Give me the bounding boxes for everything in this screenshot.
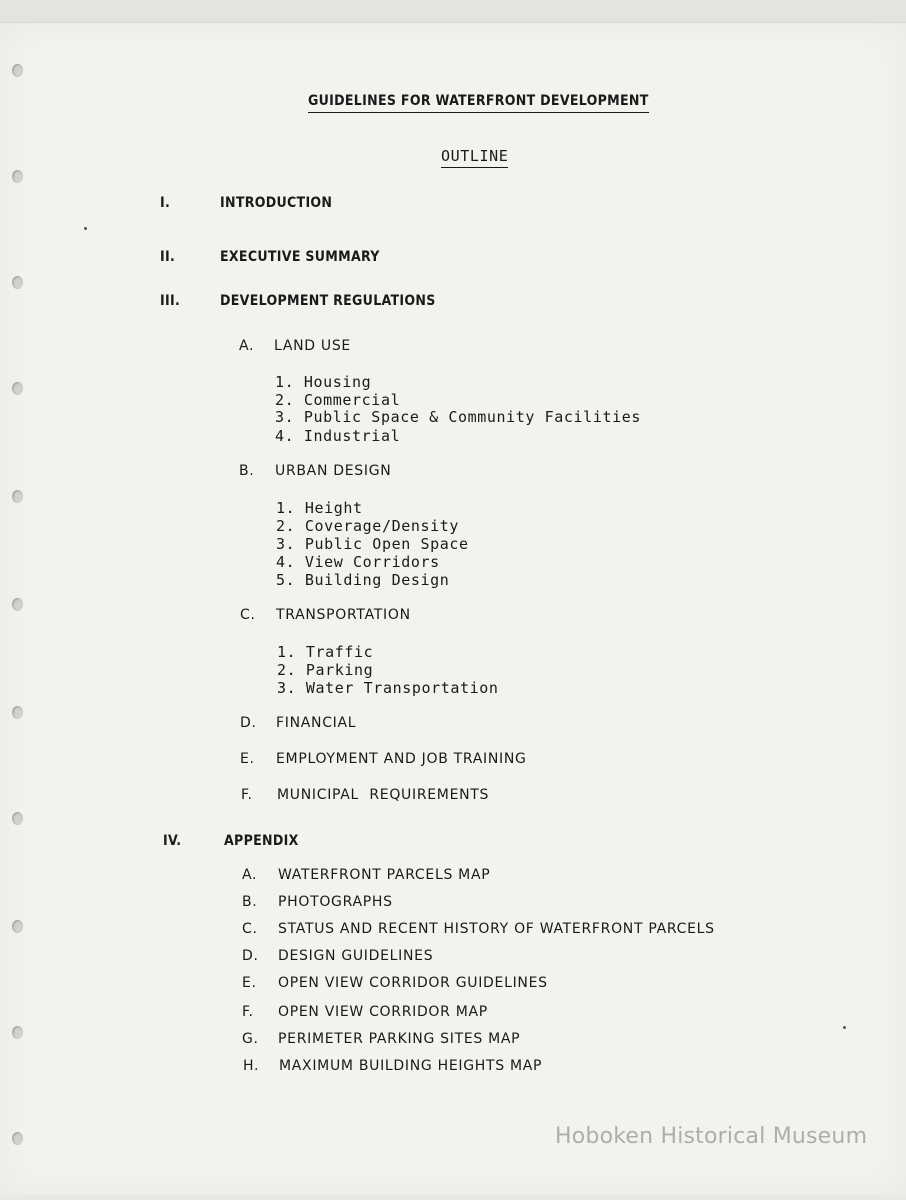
subsection-letter: A. [239,338,255,354]
appendix-letter: C. [242,921,258,937]
appendix-letter: D. [242,948,259,964]
section-number: III. [160,293,181,309]
section-appendix: APPENDIX [224,833,299,849]
binder-hole [12,64,23,77]
list-item: 3. Public Space & Community Facilities [275,408,641,426]
section-development-regulations: DEVELOPMENT REGULATIONS [220,293,436,309]
appendix-item: MAXIMUM BUILDING HEIGHTS MAP [279,1058,543,1074]
subsection-financial: FINANCIAL [276,715,357,731]
subsection-letter: C. [240,607,256,623]
appendix-item: PHOTOGRAPHS [278,894,393,910]
paper-speck [84,227,87,230]
section-number: I. [160,195,171,211]
outline-heading: OUTLINE [441,147,508,168]
appendix-letter: F. [242,1004,254,1020]
binder-hole [12,490,23,503]
list-item: 1. Height [276,499,363,517]
subsection-urban-design: URBAN DESIGN [275,463,392,479]
appendix-item: WATERFRONT PARCELS MAP [278,867,491,883]
subsection-municipal-requirements: MUNICIPAL REQUIREMENTS [277,787,490,803]
binder-hole [12,1132,23,1145]
list-item: 3. Public Open Space [276,535,469,553]
subsection-letter: B. [239,463,255,479]
subsection-transportation: TRANSPORTATION [276,607,411,623]
binder-hole [12,1026,23,1039]
binder-hole [12,276,23,289]
list-item: 4. View Corridors [276,553,440,571]
subsection-letter: D. [240,715,257,731]
list-item: 2. Parking [277,661,374,679]
subsection-employment: EMPLOYMENT AND JOB TRAINING [276,751,527,767]
list-item: 5. Building Design [276,571,450,589]
paper-top-edge [0,0,906,22]
appendix-item: OPEN VIEW CORRIDOR MAP [278,1004,488,1020]
section-number: IV. [163,833,182,849]
list-item: 1. Housing [275,373,372,391]
subsection-land-use: LAND USE [274,338,351,354]
appendix-item: OPEN VIEW CORRIDOR GUIDELINES [278,975,548,991]
list-item: 1. Traffic [277,643,374,661]
binder-hole [12,706,23,719]
museum-watermark: Hoboken Historical Museum [555,1124,868,1149]
binder-hole [12,920,23,933]
document-title: GUIDELINES FOR WATERFRONT DEVELOPMENT [308,92,649,113]
appendix-letter: A. [242,867,258,883]
list-item: 2. Coverage/Density [276,517,459,535]
list-item: 4. Industrial [275,427,401,445]
appendix-item: STATUS AND RECENT HISTORY OF WATERFRONT PARCELS [278,921,715,937]
subsection-letter: E. [240,751,255,767]
list-item: 2. Commercial [275,391,401,409]
section-executive-summary: EXECUTIVE SUMMARY [220,249,380,265]
binder-hole [12,812,23,825]
binder-hole [12,598,23,611]
list-item: 3. Water Transportation [277,679,499,697]
section-introduction: INTRODUCTION [220,195,333,211]
appendix-letter: H. [243,1058,260,1074]
binder-hole [12,170,23,183]
paper-speck [843,1026,846,1029]
binder-hole [12,382,23,395]
appendix-letter: B. [242,894,258,910]
subsection-letter: F. [241,787,253,803]
appendix-letter: G. [242,1031,259,1047]
appendix-letter: E. [242,975,257,991]
section-number: II. [160,249,176,265]
appendix-item: PERIMETER PARKING SITES MAP [278,1031,521,1047]
appendix-item: DESIGN GUIDELINES [278,948,434,964]
